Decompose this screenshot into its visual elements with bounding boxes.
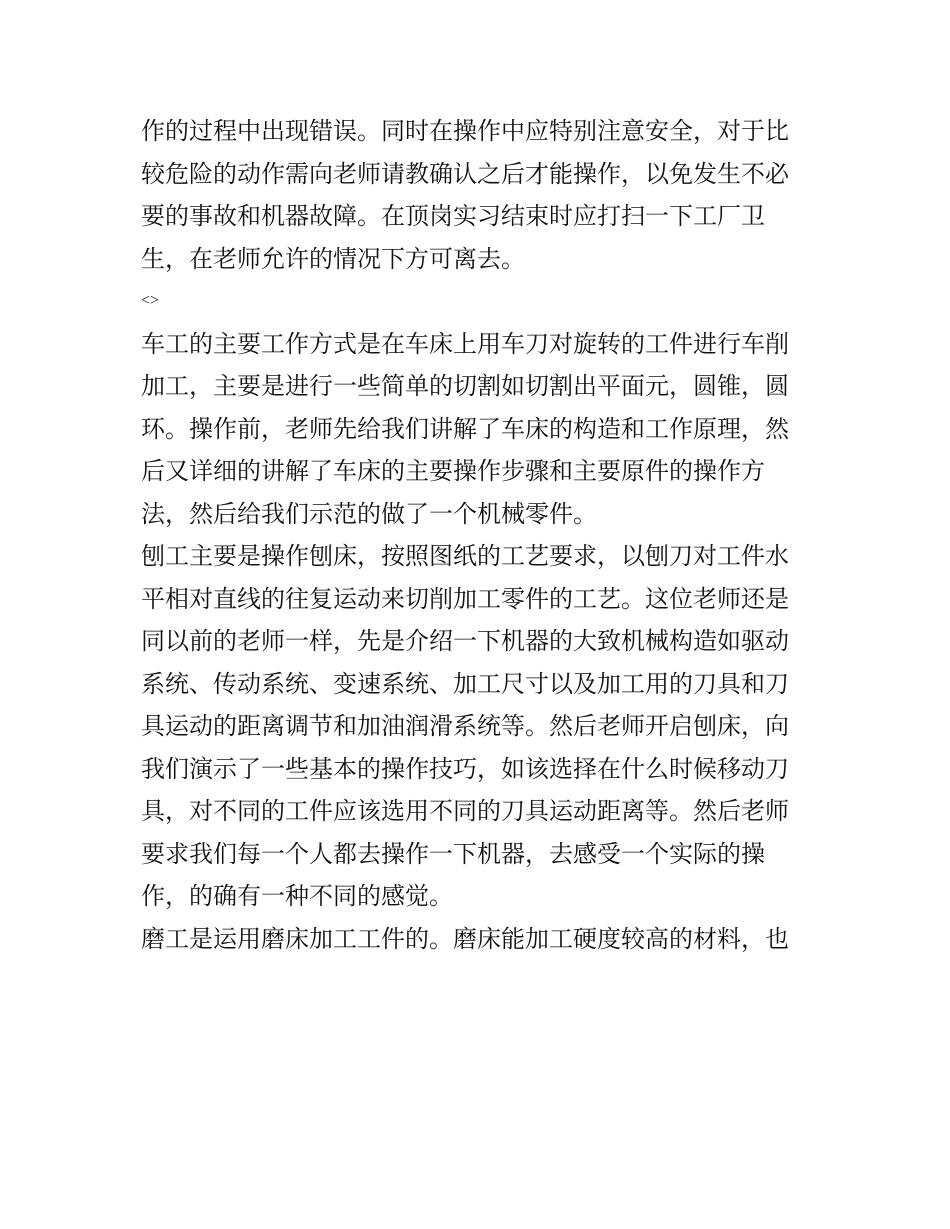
text-line: 具，对不同的工件应该选用不同的刀具运动距离等。然后老师 [141, 797, 789, 825]
text-line: 同以前的老师一样，先是介绍一下机器的大致机械构造如驱动 [141, 627, 789, 655]
section-marker: <> [141, 292, 160, 309]
paragraph-grinding [141, 918, 821, 961]
text-line: 刨工主要是操作刨床，按照图纸的工艺要求，以刨刀对工件水 [141, 542, 789, 570]
text-line: 车工的主要工作方式是在车床上用车刀对旋转的工件进行车削 [141, 329, 789, 358]
text-line: 法，然后给我们示范的做了一个机械零件。 [141, 499, 597, 528]
text-line: 后又详细的讲解了车床的主要操作步骤和主要原件的操作方 [141, 457, 765, 485]
text-line: 我们演示了一些基本的操作技巧，如该选择在什么时候移动刀 [141, 754, 789, 783]
text-line: 生，在老师允许的情况下方可离去。 [141, 244, 525, 273]
text-line: 加工，主要是进行一些简单的切割如切割出平面元，圆锥，圆 [141, 372, 789, 400]
paragraph-turning [141, 323, 821, 536]
text-line: 环。操作前，老师先给我们讲解了车床的构造和工作原理，然 [141, 414, 789, 443]
text-line: 作的过程中出现错误。同时在操作中应特别注意安全，对于比 [141, 117, 789, 145]
text-line: 作，的确有一种不同的感觉。 [141, 882, 453, 910]
text-line: 系统、传动系统、变速系统、加工尺寸以及加工用的刀具和刀 [141, 669, 789, 698]
paragraph-planing [141, 535, 821, 918]
text-line: 要的事故和机器故障。在顶岗实习结束时应打扫一下工厂卫 [141, 202, 765, 230]
text-line: 具运动的距离调节和加油润滑系统等。然后老师开启刨床，向 [141, 712, 789, 740]
paragraph-safety [141, 110, 821, 280]
document-body [141, 110, 821, 960]
text-line: 平相对直线的往复运动来切削加工零件的工艺。这位老师还是 [141, 584, 789, 613]
text-line: 要求我们每一个人都去操作一下机器，去感受一个实际的操 [141, 839, 765, 868]
text-line: 磨工是运用磨床加工工件的。磨床能加工硬度较高的材料，也 [141, 924, 789, 953]
text-line: 较危险的动作需向老师请教确认之后才能操作，以免发生不必 [141, 159, 789, 188]
